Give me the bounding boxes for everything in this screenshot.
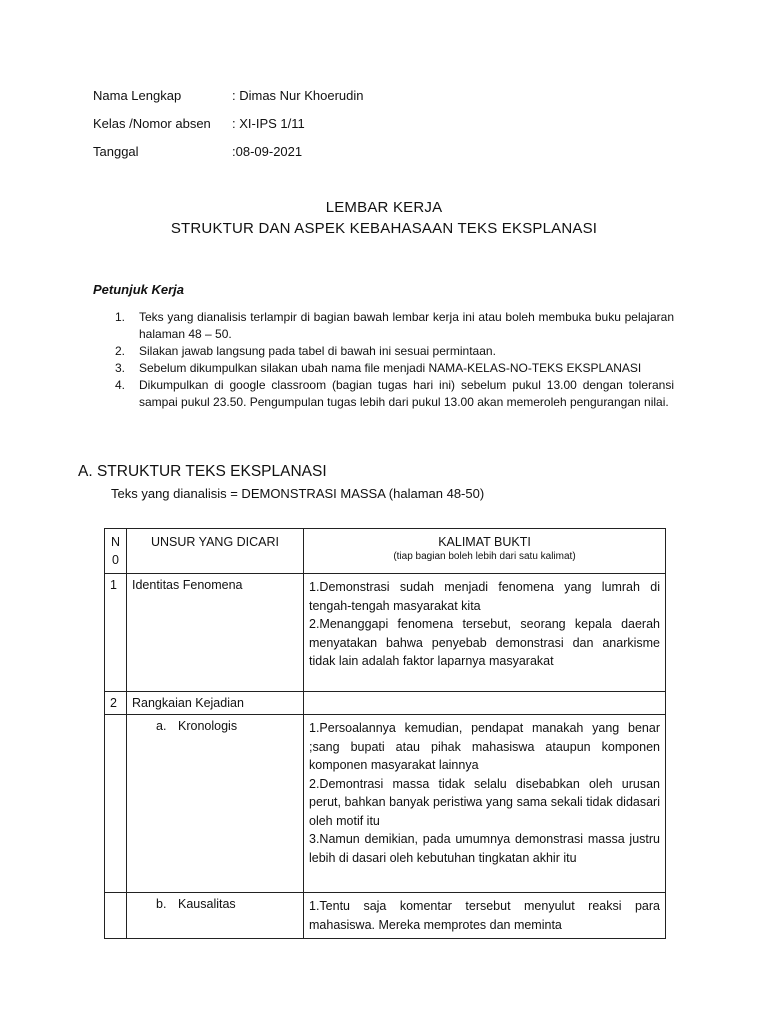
info-label-nama: Nama Lengkap xyxy=(93,88,182,103)
instruction-text: Sebelum dikumpulkan silakan ubah nama file menjadi NAMA-KELAS-NO-TEKS EKSPLANASI xyxy=(139,361,642,375)
sub-letter: a. xyxy=(156,719,167,733)
row-unsur: Rangkaian Kejadian xyxy=(127,692,304,715)
row-unsur: Kausalitas xyxy=(178,897,236,911)
row-unsur-cell xyxy=(127,715,304,893)
info-label-kelas: Kelas /Nomor absen xyxy=(93,116,211,131)
title-line-1: LEMBAR KERJA xyxy=(325,199,443,216)
row-bukti[interactable] xyxy=(304,574,666,692)
title-line-2: STRUKTUR DAN ASPEK KEBAHASAAN TEKS EKSPLANASI xyxy=(170,220,598,237)
bukti-sentence: 1.Tentu saja komentar tersebut menyulut reaksi para mahasiswa. Mereka memprotes dan meminta xyxy=(309,899,660,932)
bukti-sentence: 2.Demontrasi massa tidak selalu disebabkan oleh urusan perut, bahkan banyak peristiwa yang sama sekali tidak didasari oleh motif itu xyxy=(309,776,660,828)
instruction-item xyxy=(93,360,674,377)
instruction-item xyxy=(93,377,674,411)
sub-letter: b. xyxy=(156,897,167,911)
info-value-nama: : Dimas Nur Khoerudin xyxy=(232,88,364,103)
table-row xyxy=(105,893,666,939)
info-label-tanggal: Tanggal xyxy=(93,144,139,159)
table-row xyxy=(105,574,666,692)
info-value-tanggal: :08-09-2021 xyxy=(232,144,303,159)
info-value-kelas: : XI-IPS 1/11 xyxy=(232,116,305,131)
row-unsur: Kronologis xyxy=(178,719,238,733)
table-row xyxy=(105,692,666,715)
instruction-text: Teks yang dianalisis terlampir di bagian bawah lembar kerja ini atau boleh membuka buku pelajaran halaman 48 – 50. xyxy=(139,310,674,341)
instruction-item xyxy=(93,343,674,360)
bukti-sentence: 3.Namun demikian, pada umumnya demonstrasi massa justru lebih di dasari oleh kebutuhan tingkatan akhir itu xyxy=(309,832,660,865)
row-unsur-sub xyxy=(132,897,236,911)
petunjuk-heading: Petunjuk Kerja xyxy=(93,282,185,297)
row-bukti[interactable] xyxy=(304,715,666,893)
header-no xyxy=(105,529,127,574)
table-row xyxy=(105,715,666,893)
row-number xyxy=(105,893,127,939)
instruction-item xyxy=(93,309,674,343)
instruction-list xyxy=(93,309,674,411)
row-bukti[interactable] xyxy=(304,893,666,939)
instruction-text: Silakan jawab langsung pada tabel di bawah ini sesuai permintaan. xyxy=(139,344,496,358)
table-header-row xyxy=(105,529,666,574)
instruction-number: 4. xyxy=(115,378,126,392)
row-unsur-sub xyxy=(132,719,237,733)
row-number: 1 xyxy=(105,574,127,692)
header-bukti-title: KALIMAT BUKTI xyxy=(438,535,531,549)
row-number: 2 xyxy=(105,692,127,715)
section-a-heading: A. STRUKTUR TEKS EKSPLANASI xyxy=(78,463,327,480)
header-no-line1: N xyxy=(110,535,121,549)
row-unsur: Identitas Fenomena xyxy=(127,574,304,692)
header-bukti-note: (tiap bagian boleh lebih dari satu kalimat) xyxy=(393,551,576,562)
row-bukti[interactable] xyxy=(304,692,666,715)
instruction-number: 3. xyxy=(115,361,126,375)
row-number xyxy=(105,715,127,893)
row-unsur-cell xyxy=(127,893,304,939)
bukti-sentence: 2.Menanggapi fenomena tersebut, seorang kepala daerah menyatakan bahwa penyebab demonstrasi dan anarkisme tidak lain adalah faktor laparnya masyarakat xyxy=(309,617,660,668)
header-unsur: UNSUR YANG DICARI xyxy=(127,529,304,574)
structure-table xyxy=(104,528,666,939)
instruction-number: 2. xyxy=(115,344,126,358)
header-bukti xyxy=(304,529,666,574)
bukti-sentence: 1.Demonstrasi sudah menjadi fenomena yang lumrah di tengah-tengah masyarakat kita xyxy=(309,580,660,613)
instruction-text: Dikumpulkan di google classroom (bagian tugas hari ini) sebelum pukul 13.00 dengan toleransi sampai pukul 23.50. Pengumpulan tugas lebih dari pukul 13.00 akan memeroleh pengurangan nilai. xyxy=(139,378,674,409)
section-a-subtitle: Teks yang dianalisis = DEMONSTRASI MASSA (halaman 48-50) xyxy=(111,486,485,501)
header-no-line2: 0 xyxy=(112,553,119,567)
instruction-number: 1. xyxy=(115,310,126,324)
bukti-sentence: 1.Persoalannya kemudian, pendapat manakah yang benar ;sang bupati atau pihak mahasiswa ataupun komponen komponen masyarakat lainnya xyxy=(309,721,660,772)
